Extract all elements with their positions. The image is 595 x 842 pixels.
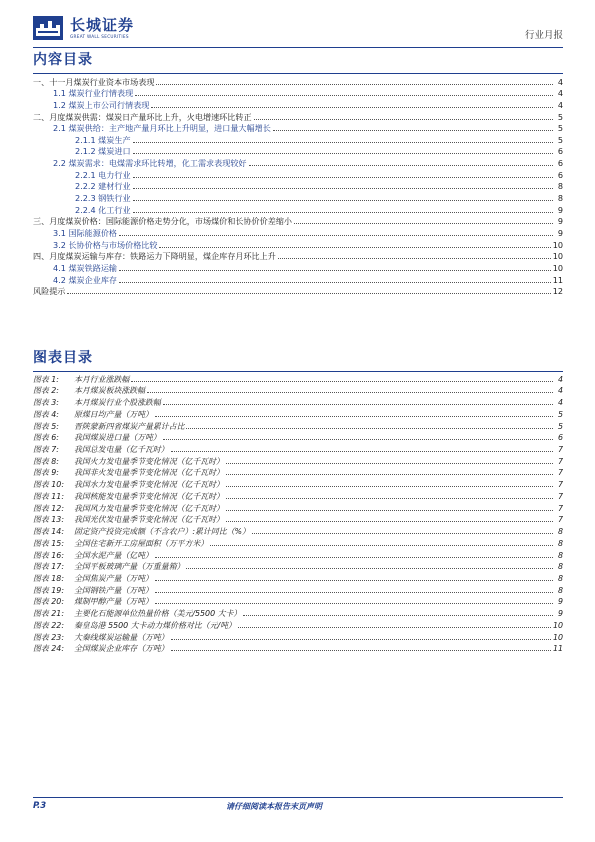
figure-entry-title: 我国总发电量（亿千瓦时） [74, 445, 169, 455]
figure-entry-title: 本月煤炭板块涨跌幅 [74, 386, 146, 396]
figure-entry-number: 图表 17: [33, 562, 64, 572]
toc-entry-page: 10 [552, 262, 563, 273]
figure-entry-title: 原煤日均产量（万吨） [74, 409, 153, 419]
dot-leader [249, 165, 553, 166]
toc-entry-title: 三、月度煤炭价格：国际能源价格走势分化，市场煤价和长协价价差缩小 [33, 216, 293, 227]
footer-divider [33, 797, 563, 798]
toc-entry-title: 风险提示 [33, 286, 66, 297]
dot-leader [133, 188, 553, 189]
toc-entry-page: 10 [552, 239, 563, 250]
figure-entry[interactable] [33, 572, 563, 584]
figures-title-divider [33, 371, 563, 372]
dot-leader [67, 293, 550, 294]
figure-entry[interactable] [33, 455, 563, 467]
figure-entry[interactable] [33, 514, 563, 526]
figure-entry-title: 固定资产投资完成额（不含农户）:累计同比（%） [74, 527, 250, 537]
figure-entry-number: 图表 16: [33, 550, 64, 560]
toc-entry-page: 8 [557, 193, 563, 204]
dot-leader [151, 107, 553, 108]
figure-entry[interactable] [33, 432, 563, 444]
figure-entry-page: 8 [557, 562, 563, 572]
toc-entry-title: 二、月度煤炭供需：煤炭日产量环比上升，火电增速环比转正 [33, 111, 252, 122]
toc-entry-title: 2.2.3 钢铁行业 [75, 193, 131, 204]
figure-entry-title: 本月煤炭行业个股涨跌幅 [74, 398, 161, 408]
dot-leader [155, 580, 553, 581]
figure-entry[interactable] [33, 549, 563, 561]
figure-entry-number: 图表 13: [33, 515, 64, 525]
toc-entry[interactable] [33, 286, 563, 298]
dot-leader [155, 603, 553, 604]
toc-entry-page: 6 [557, 158, 563, 169]
figure-entry[interactable] [33, 607, 563, 619]
toc-entry[interactable] [33, 251, 563, 263]
toc-entry-page: 5 [557, 111, 563, 122]
header-divider [33, 47, 563, 48]
figure-entry-title: 全国住宅新开工房屋面积（万平方米） [74, 538, 209, 548]
toc-entry[interactable] [33, 274, 563, 286]
figure-entry[interactable] [33, 408, 563, 420]
dot-leader [119, 235, 553, 236]
figure-entry-page: 7 [557, 503, 563, 513]
figure-entry-number: 图表 21: [33, 609, 64, 619]
figure-entry-page: 5 [557, 421, 563, 431]
page-header [33, 0, 563, 48]
toc-entry-title: 2.1 煤炭供给：主产地产量月环比上升明显，进口量大幅增长 [53, 123, 271, 134]
toc-entry-title: 一、十一月煤炭行业资本市场表现 [33, 76, 155, 87]
figure-entry-number: 图表 18: [33, 573, 64, 583]
toc-entry[interactable] [33, 76, 563, 88]
dot-leader [294, 223, 553, 224]
toc-entry-page: 6 [557, 146, 563, 157]
toc-entry-page: 12 [552, 286, 563, 297]
toc-entry-page: 10 [552, 251, 563, 262]
figure-entry-number: 图表 14: [33, 527, 64, 537]
figure-entry-page: 7 [557, 515, 563, 525]
figure-entry-title: 大秦线煤炭运输量（万吨） [74, 632, 169, 642]
figure-entry-title: 我国光伏发电量季节变化情况（亿千瓦时） [74, 515, 224, 525]
dot-leader [238, 627, 551, 628]
figure-entry-number: 图表 3: [33, 398, 59, 408]
figure-entry[interactable] [33, 537, 563, 549]
report-type: 行业月报 [524, 30, 563, 41]
figure-entry-title: 全国平板玻璃产量（万重量箱） [74, 562, 185, 572]
figure-entry[interactable] [33, 502, 563, 514]
figure-entry-title: 本月行业涨跌幅 [74, 374, 130, 384]
toc-entry-title: 3.2 长协价格与市场价格比较 [53, 239, 158, 250]
toc-entry-page: 5 [557, 123, 563, 134]
toc-entry-page: 8 [557, 181, 563, 192]
figure-entry-title: 我国核能发电量季节变化情况（亿千瓦时） [74, 491, 224, 501]
dot-leader [273, 130, 553, 131]
toc-entry[interactable] [33, 262, 563, 274]
figure-entry-number: 图表 2: [33, 386, 59, 396]
figure-entry-number: 图表 10: [33, 480, 64, 490]
logo-text: 长城证券 [70, 16, 135, 34]
figure-entry-page: 8 [557, 527, 563, 537]
toc-entry[interactable] [33, 146, 563, 158]
toc-entry-title: 四、月度煤炭运输与库存：铁路运力下降明显，煤企库存月环比上升 [33, 251, 276, 262]
figure-entry-page: 5 [557, 409, 563, 419]
dot-leader [226, 510, 553, 511]
figure-entry-number: 图表 7: [33, 445, 59, 455]
toc-entry[interactable] [33, 204, 563, 216]
toc-entry-page: 4 [557, 88, 563, 99]
great-wall-logo-icon [33, 16, 63, 40]
dot-leader [226, 486, 553, 487]
dot-leader [171, 639, 551, 640]
dot-leader [254, 119, 553, 120]
toc-entry-title: 1.2 煤炭上市公司行情表现 [53, 99, 150, 110]
figure-entry-page: 8 [557, 538, 563, 548]
dot-leader [278, 258, 551, 259]
dot-leader [226, 474, 553, 475]
toc-entry-page: 9 [557, 204, 563, 215]
dot-leader [171, 451, 553, 452]
figure-entry[interactable] [33, 385, 563, 397]
dot-leader [147, 392, 553, 393]
dot-leader [252, 533, 553, 534]
figure-entry-number: 图表 6: [33, 433, 59, 443]
figure-entry-number: 图表 8: [33, 456, 59, 466]
figure-entry-title: 主要化石能源单位热量价格（美元/5500 大卡） [74, 609, 242, 619]
toc-entry-page: 5 [557, 134, 563, 145]
dot-leader [155, 557, 553, 558]
figure-entry-page: 8 [557, 550, 563, 560]
figure-entry-number: 图表 4: [33, 409, 59, 419]
dot-leader [171, 650, 551, 651]
figure-entry[interactable] [33, 525, 563, 537]
figure-entry-page: 7 [557, 445, 563, 455]
dot-leader [131, 381, 553, 382]
figure-entry-title: 秦皇岛港 5500 大卡动力煤价格对比（元/吨） [74, 620, 236, 630]
toc-entry[interactable] [33, 88, 563, 100]
figure-entry-number: 图表 15: [33, 538, 64, 548]
dot-leader [119, 282, 551, 283]
figure-entry[interactable] [33, 619, 563, 631]
figure-entry-page: 4 [557, 374, 563, 384]
toc-entry-title: 4.2 煤炭企业库存 [53, 274, 118, 285]
figure-entry[interactable] [33, 584, 563, 596]
dot-leader [186, 428, 553, 429]
figure-entry-title: 我国水力发电量季节变化情况（亿千瓦时） [74, 480, 224, 490]
dot-leader [226, 498, 553, 499]
dot-leader [159, 247, 550, 248]
figure-entry[interactable] [33, 631, 563, 643]
figure-entry[interactable] [33, 443, 563, 455]
dot-leader [155, 592, 553, 593]
toc-entry[interactable] [33, 216, 563, 228]
toc-entry[interactable] [33, 111, 563, 123]
dot-leader [135, 95, 553, 96]
figure-entry-title: 我国煤炭进口量（万吨） [74, 433, 161, 443]
figure-entry-page: 7 [557, 468, 563, 478]
toc-entry[interactable] [33, 99, 563, 111]
toc-list [33, 76, 563, 297]
figure-entry[interactable] [33, 373, 563, 385]
figures-list [33, 373, 563, 654]
toc-entry-page: 6 [557, 169, 563, 180]
toc-entry-page: 9 [557, 227, 563, 238]
figure-entry[interactable] [33, 478, 563, 490]
figure-entry[interactable] [33, 490, 563, 502]
figure-entry-page: 8 [557, 585, 563, 595]
page-number: P.3 [33, 801, 47, 811]
figure-entry-page: 6 [557, 433, 563, 443]
figure-entry[interactable] [33, 467, 563, 479]
dot-leader [133, 212, 553, 213]
figure-entry-page: 10 [552, 620, 563, 630]
toc-entry[interactable] [33, 192, 563, 204]
toc-entry[interactable] [33, 123, 563, 135]
dot-leader [155, 416, 553, 417]
figure-entry-page: 4 [557, 398, 563, 408]
toc-entry[interactable] [33, 157, 563, 169]
toc-entry[interactable] [33, 239, 563, 251]
dot-leader [163, 439, 553, 440]
figure-entry[interactable] [33, 596, 563, 608]
dot-leader [133, 142, 553, 143]
figure-entry-title: 我国非火发电量季节变化情况（亿千瓦时） [74, 468, 224, 478]
figure-entry-page: 8 [557, 573, 563, 583]
figure-entry-number: 图表 5: [33, 421, 59, 431]
figure-entry-page: 9 [557, 609, 563, 619]
toc-entry-title: 3.1 国际能源价格 [53, 227, 118, 238]
figure-entry-number: 图表 20: [33, 597, 64, 607]
figure-entry-title: 煤制甲醇产量（万吨） [74, 597, 153, 607]
toc-entry[interactable] [33, 169, 563, 181]
toc-entry-title: 2.2.1 电力行业 [75, 169, 131, 180]
figure-entry[interactable] [33, 420, 563, 432]
figures-title: 图表目录 [33, 350, 93, 366]
toc-entry-page: 9 [557, 216, 563, 227]
figure-entry-page: 7 [557, 456, 563, 466]
figure-entry-title: 我国风力发电量季节变化情况（亿千瓦时） [74, 503, 224, 513]
dot-leader [226, 463, 553, 464]
dot-leader [210, 545, 553, 546]
figure-entry-title: 晋陕蒙新四省煤炭产量累计占比 [74, 421, 185, 431]
dot-leader [243, 615, 553, 616]
figure-entry-number: 图表 23: [33, 632, 64, 642]
figure-entry-title: 全国焦炭产量（万吨） [74, 573, 153, 583]
figure-entry-number: 图表 12: [33, 503, 64, 513]
figure-entry-page: 10 [552, 632, 563, 642]
figure-entry-number: 图表 19: [33, 585, 64, 595]
dot-leader [186, 568, 553, 569]
dot-leader [163, 404, 553, 405]
figure-entry[interactable] [33, 561, 563, 573]
toc-entry-page: 11 [552, 274, 563, 285]
dot-leader [226, 521, 553, 522]
figure-entry-title: 我国火力发电量季节变化情况（亿千瓦时） [74, 456, 224, 466]
toc-entry-title: 2.1.2 煤炭进口 [75, 146, 131, 157]
figure-entry-page: 4 [557, 386, 563, 396]
figure-entry-number: 图表 22: [33, 620, 64, 630]
toc-entry[interactable] [33, 227, 563, 239]
toc-entry-page: 4 [557, 99, 563, 110]
toc-entry-title: 1.1 煤炭行业行情表现 [53, 88, 134, 99]
figure-entry-page: 11 [552, 644, 563, 654]
logo-subtext: GREAT WALL SECURITIES [70, 34, 129, 39]
toc-title-divider [33, 73, 563, 74]
toc-entry-page: 4 [557, 76, 563, 87]
toc-entry-title: 2.1.1 煤炭生产 [75, 134, 131, 145]
toc-entry-title: 2.2.2 建材行业 [75, 181, 131, 192]
figure-entry[interactable] [33, 396, 563, 408]
figure-entry-number: 图表 1: [33, 374, 59, 384]
figure-entry-title: 全国钢铁产量（万吨） [74, 585, 153, 595]
figure-entry-title: 全国煤炭企业库存（万吨） [74, 644, 169, 654]
disclaimer-note: 请仔细阅读本报告末页声明 [226, 802, 322, 811]
toc-entry[interactable] [33, 134, 563, 146]
figure-entry-number: 图表 11: [33, 491, 64, 501]
toc-title: 内容目录 [33, 52, 93, 68]
dot-leader [119, 270, 551, 271]
dot-leader [133, 200, 553, 201]
figure-entry-number: 图表 24: [33, 644, 64, 654]
figure-entry-page: 9 [557, 597, 563, 607]
toc-entry[interactable] [33, 181, 563, 193]
figure-entry[interactable] [33, 643, 563, 655]
toc-entry-title: 4.1 煤炭铁路运输 [53, 262, 118, 273]
dot-leader [133, 153, 553, 154]
figure-entry-title: 全国水泥产量（亿吨） [74, 550, 153, 560]
figure-entry-page: 7 [557, 480, 563, 490]
toc-entry-title: 2.2 煤炭需求：电煤需求环比转增，化工需求表现较好 [53, 158, 247, 169]
dot-leader [156, 84, 553, 85]
figure-entry-number: 图表 9: [33, 468, 59, 478]
toc-entry-title: 2.2.4 化工行业 [75, 204, 131, 215]
figure-entry-page: 7 [557, 491, 563, 501]
dot-leader [133, 177, 553, 178]
